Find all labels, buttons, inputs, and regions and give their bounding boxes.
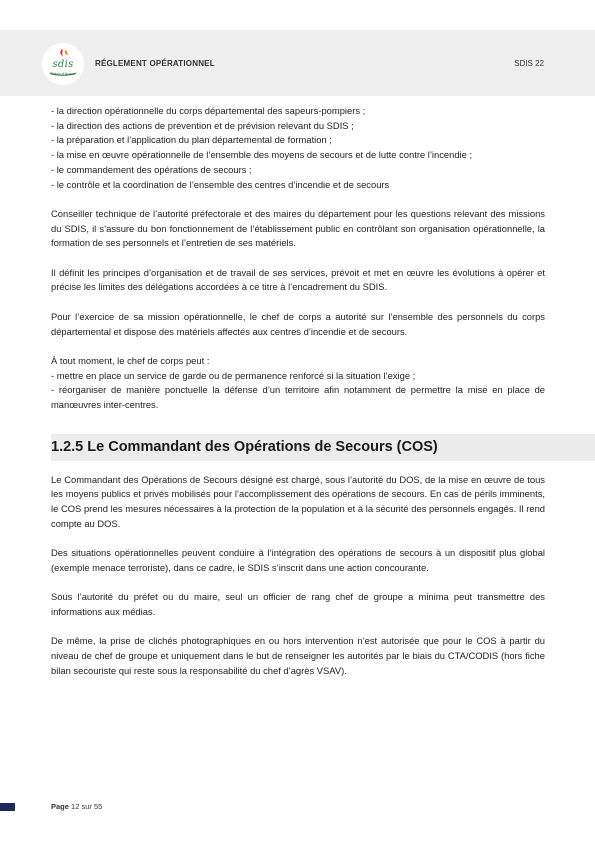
document-title: RÉGLEMENT OPÉRATIONNEL [95, 59, 215, 68]
section-heading-bar [51, 434, 595, 461]
page-info: 12 sur 55 [71, 802, 103, 811]
list-item: - le commandement des opérations de secours ; [51, 163, 252, 175]
logo-text: sdis [52, 59, 74, 70]
paragraph: Des situations opérationnelles peuvent conduire à l’intégration des opérations de secours à un dispositif plus global (exemple menace terroriste), dans ce cadre, le SDIS s’inscrit dans une action concourante. [51, 547, 545, 573]
section-title: 1.2.5 Le Commandant des Opérations de Secours (COS) [51, 438, 438, 455]
page-number [51, 802, 102, 811]
list-item: - mettre en place un service de garde ou de permanence renforcé si la situation l’exige ; [51, 369, 416, 381]
list-item: - réorganiser de manière ponctuelle la défense d’un territoire afin notamment de permettre la mise en place de manœuvres inter-centres. [51, 384, 545, 410]
sdis-logo [42, 43, 84, 85]
page-header [0, 30, 595, 96]
list-item: - la préparation et l’application du plan départemental de formation ; [51, 134, 332, 146]
list-item: - la direction opérationnelle du corps départemental des sapeurs-pompiers ; [51, 105, 366, 116]
list-item: - la direction des actions de prévention et de prévision relevant du SDIS ; [51, 119, 354, 131]
paragraph: Il définit les principes d’organisation et de travail de ses services, prévoit et met en œuvre les évolutions à opérer et précise les limites des délégations accordées à ce titre à l’encadrement du SDIS. [51, 266, 545, 293]
list-item: - le contrôle et la coordination de l’ensemble des centres d’incendie et de secours [51, 178, 390, 190]
paragraph-intro: À tout moment, le chef de corps peut : [51, 354, 210, 366]
logo-subtext: Côtes d'Armor [50, 71, 76, 76]
page-label: Page [51, 802, 69, 811]
footer-accent-bar [0, 803, 15, 811]
paragraph: Le Commandant des Opérations de Secours désigné est chargé, sous l’autorité du DOS, de la mise en œuvre de tous les moyens publics et privés mobilisés pour l’accomplissement des opérations de secours. En cas de périls imminents, le COS prend les mesures nécessaires à la protection de la population et à la sécurité des personnels engagés. Il rend compte au DOS. [51, 473, 545, 529]
paragraph: Pour l’exercice de sa mission opérationnelle, le chef de corps a autorité sur l’ensemble des personnels du corps départemental et dispose des matériels affectés aux centres d’incendie et de secours. [51, 310, 545, 337]
paragraph: Sous l’autorité du préfet ou du maire, seul un officier de rang chef de groupe a minima peut transmettre des informations aux médias. [51, 591, 545, 617]
page-content [51, 104, 545, 679]
organization-label: SDIS 22 [514, 59, 544, 68]
paragraph: Conseiller technique de l’autorité préfectorale et des maires du département pour les questions relevant des missions du SDIS, il s’assure du bon fonctionnement de l’établissement public en contrôlant son organisation opérationnelle, la formation de ses personnels et l’entretien de ses matériels. [51, 207, 545, 249]
paragraph: De même, la prise de clichés photographiques en ou hors intervention n’est autorisée que pour le COS à partir du niveau de chef de groupe et uniquement dans le but de renseigner les autorités par le biais du CTA/CODIS (hors fiche bilan secouriste qui reste sous la responsabilité du chef d’agrès VSAV). [51, 635, 545, 676]
list-item: - la mise en œuvre opérationnelle de l’ensemble des moyens de secours et de lutte contre l’incendie ; [51, 149, 473, 161]
